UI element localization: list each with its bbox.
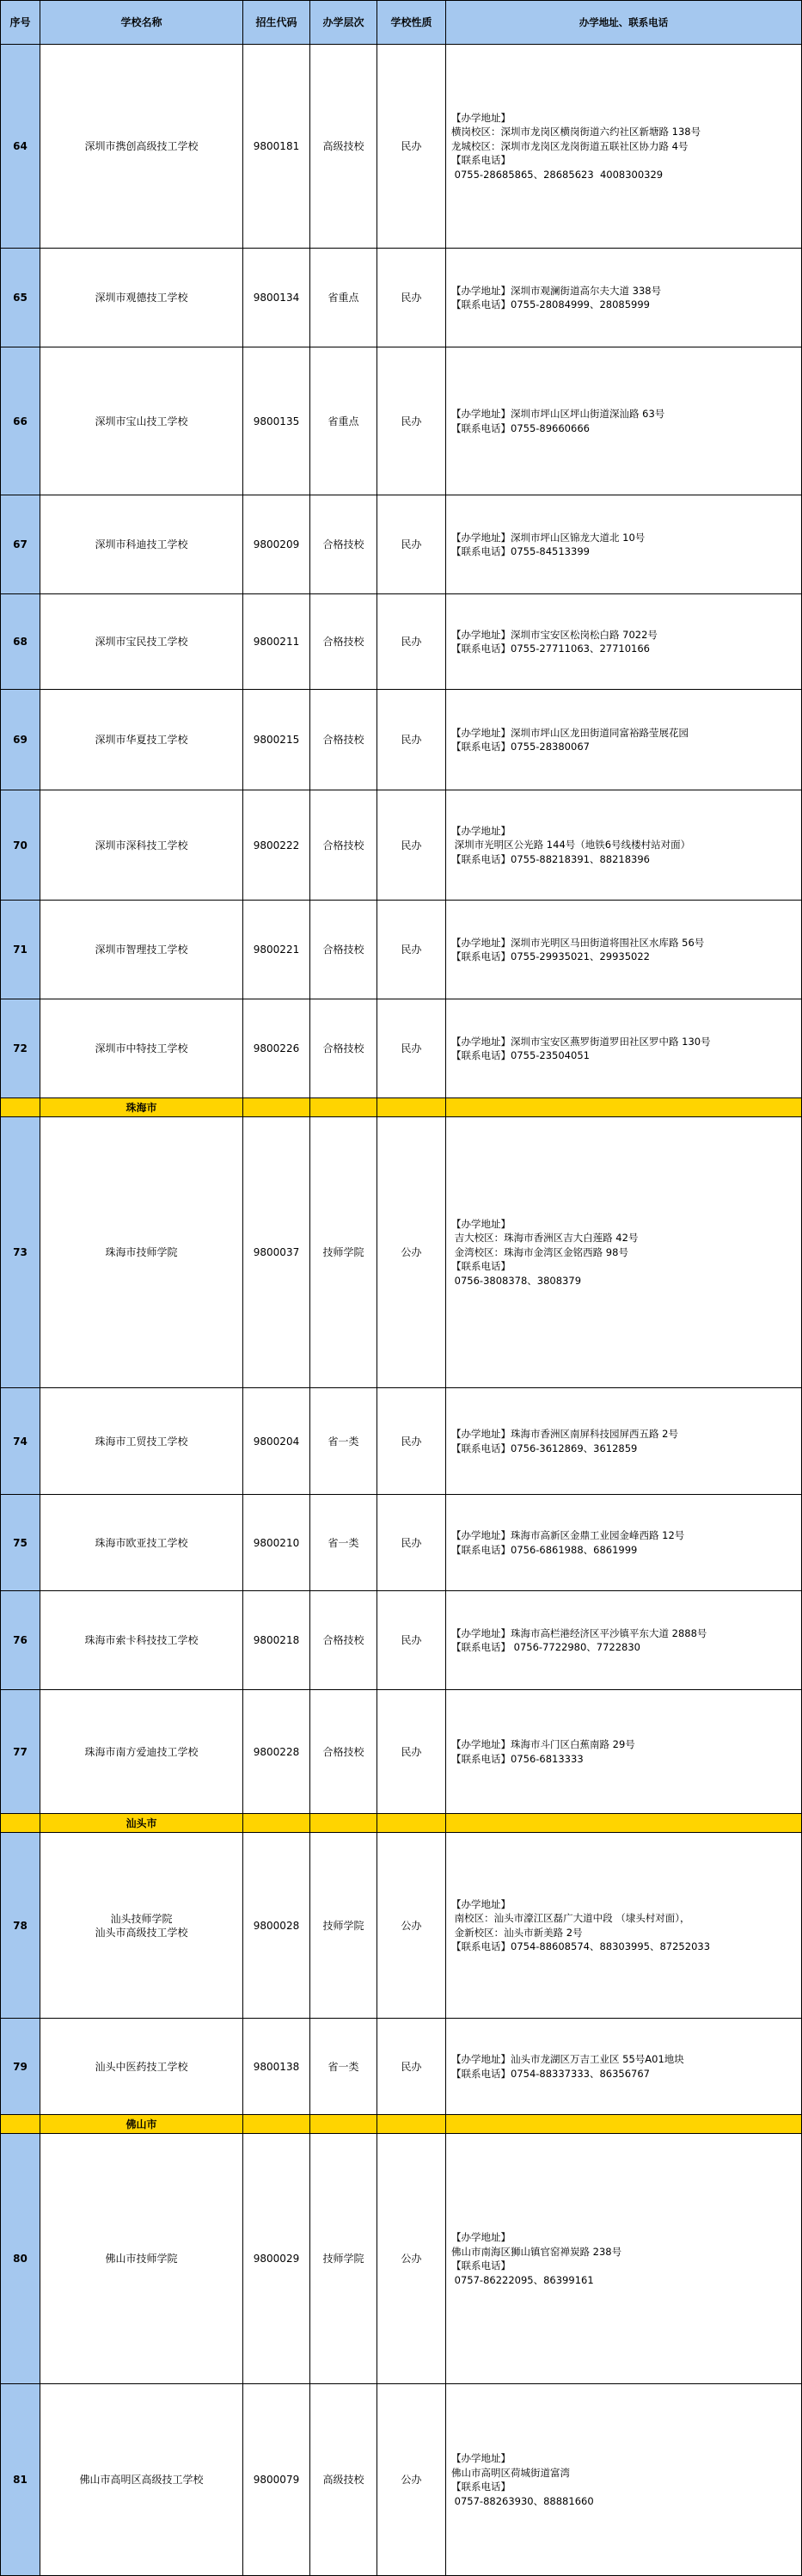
- school-nature: 民办: [377, 1591, 446, 1690]
- school-level: 省一类: [310, 1388, 377, 1495]
- address-phone: 【办学地址】珠海市高新区金鼎工业园金峰西路 12号 【联系电话】0756-6861988、6861999: [446, 1495, 802, 1591]
- address-phone: 【办学地址】深圳市光明区马田街道将围社区水库路 56号 【联系电话】0755-29935021、29935022: [446, 901, 802, 999]
- row-number: 65: [0, 249, 40, 347]
- school-nature: 民办: [377, 249, 446, 347]
- school-name: 汕头技师学院 汕头市高级技工学校: [40, 1833, 243, 2019]
- address-phone: 【办学地址】深圳市坪山区锦龙大道北 10号 【联系电话】0755-84513399: [446, 495, 802, 594]
- city-name: 佛山市: [40, 2115, 243, 2134]
- school-level: 合格技校: [310, 690, 377, 790]
- school-nature: [377, 1814, 446, 1833]
- row-number: 76: [0, 1591, 40, 1690]
- row-number: 77: [0, 1690, 40, 1814]
- school-nature: 民办: [377, 347, 446, 495]
- address-phone: 【办学地址】 横岗校区：深圳市龙岗区横岗街道六约社区新塘路 138号 龙城校区：深圳市龙岗区龙岗街道五联社区协力路 4号 【联系电话】 0755-28685865、28685623 4008300329: [446, 45, 802, 249]
- school-name: 深圳市华夏技工学校: [40, 690, 243, 790]
- enroll-code: 9800181: [243, 45, 310, 249]
- enroll-code: 9800138: [243, 2019, 310, 2115]
- address-phone: 【办学地址】珠海市斗门区白蕉南路 29号 【联系电话】0756-6813333: [446, 1690, 802, 1814]
- table-row: [0, 1495, 802, 1591]
- school-level: [310, 2115, 377, 2134]
- city-name: 珠海市: [40, 1098, 243, 1117]
- school-name: 深圳市宝山技工学校: [40, 347, 243, 495]
- row-number: 73: [0, 1117, 40, 1388]
- address-phone: 【办学地址】珠海市高栏港经济区平沙镇平东大道 2888号 【联系电话】 0756-7722980、7722830: [446, 1591, 802, 1690]
- school-name: 汕头中医药技工学校: [40, 2019, 243, 2115]
- enroll-code: 9800222: [243, 790, 310, 901]
- address-phone: 【办学地址】珠海市香洲区南屏科技园屏西五路 2号 【联系电话】0756-3612869、3612859: [446, 1388, 802, 1495]
- school-name: 深圳市观德技工学校: [40, 249, 243, 347]
- row-number: 78: [0, 1833, 40, 2019]
- school-name: 珠海市索卡科技技工学校: [40, 1591, 243, 1690]
- city-section-row: [0, 1098, 802, 1117]
- school-name: 深圳市宝民技工学校: [40, 594, 243, 690]
- table-row: [0, 2384, 802, 2576]
- header-name: 学校名称: [40, 0, 243, 45]
- enroll-code: 9800228: [243, 1690, 310, 1814]
- city-name: 汕头市: [40, 1814, 243, 1833]
- row-number: 74: [0, 1388, 40, 1495]
- enroll-code: 9800211: [243, 594, 310, 690]
- school-nature: 民办: [377, 1690, 446, 1814]
- table-row: [0, 1690, 802, 1814]
- row-number: 68: [0, 594, 40, 690]
- school-name: 佛山市高明区高级技工学校: [40, 2384, 243, 2576]
- table-row: [0, 45, 802, 249]
- school-name: 深圳市中特技工学校: [40, 999, 243, 1098]
- school-nature: [377, 1098, 446, 1117]
- row-number: [0, 1814, 40, 1833]
- row-number: 70: [0, 790, 40, 901]
- school-level: 技师学院: [310, 1117, 377, 1388]
- table-row: [0, 2134, 802, 2384]
- school-level: 省一类: [310, 2019, 377, 2115]
- school-nature: 公办: [377, 2134, 446, 2384]
- header-nature: 学校性质: [377, 0, 446, 45]
- school-level: 合格技校: [310, 1591, 377, 1690]
- table-row: [0, 1388, 802, 1495]
- school-nature: 民办: [377, 2019, 446, 2115]
- school-level: 技师学院: [310, 1833, 377, 2019]
- city-section-row: [0, 1814, 802, 1833]
- school-level: 合格技校: [310, 999, 377, 1098]
- enroll-code: [243, 1814, 310, 1833]
- school-nature: 公办: [377, 1833, 446, 2019]
- row-number: 81: [0, 2384, 40, 2576]
- table-row: [0, 901, 802, 999]
- school-nature: 民办: [377, 594, 446, 690]
- school-name: 深圳市深科技工学校: [40, 790, 243, 901]
- enroll-code: 9800215: [243, 690, 310, 790]
- school-level: [310, 1098, 377, 1117]
- row-number: 67: [0, 495, 40, 594]
- school-level: 省重点: [310, 347, 377, 495]
- enroll-code: 9800221: [243, 901, 310, 999]
- header-code: 招生代码: [243, 0, 310, 45]
- school-level: 合格技校: [310, 495, 377, 594]
- address-phone: 【办学地址】汕头市龙湖区万吉工业区 55号A01地块 【联系电话】0754-88337333、86356767: [446, 2019, 802, 2115]
- row-number: 79: [0, 2019, 40, 2115]
- school-name: 深圳市智理技工学校: [40, 901, 243, 999]
- school-nature: 公办: [377, 2384, 446, 2576]
- table-row: [0, 2019, 802, 2115]
- school-level: 省一类: [310, 1495, 377, 1591]
- enroll-code: 9800218: [243, 1591, 310, 1690]
- row-number: [0, 1098, 40, 1117]
- enroll-code: 9800037: [243, 1117, 310, 1388]
- row-number: 75: [0, 1495, 40, 1591]
- school-name: 深圳市携创高级技工学校: [40, 45, 243, 249]
- school-level: [310, 1814, 377, 1833]
- school-level: 合格技校: [310, 790, 377, 901]
- school-level: 合格技校: [310, 1690, 377, 1814]
- school-level: 高级技校: [310, 45, 377, 249]
- address-phone: 【办学地址】 深圳市光明区公光路 144号（地铁6号线楼村站对面） 【联系电话】0755-88218391、88218396: [446, 790, 802, 901]
- enroll-code: 9800209: [243, 495, 310, 594]
- table-row: [0, 495, 802, 594]
- address-phone: [446, 1098, 802, 1117]
- enroll-code: [243, 2115, 310, 2134]
- school-name: 佛山市技师学院: [40, 2134, 243, 2384]
- table-row: [0, 594, 802, 690]
- school-name: 珠海市工贸技工学校: [40, 1388, 243, 1495]
- enroll-code: 9800210: [243, 1495, 310, 1591]
- table-row: [0, 790, 802, 901]
- address-phone: 【办学地址】 吉大校区：珠海市香洲区吉大白莲路 42号 金湾校区：珠海市金湾区金铭西路 98号 【联系电话】 0756-3808378、3808379: [446, 1117, 802, 1388]
- enroll-code: 9800028: [243, 1833, 310, 2019]
- school-nature: 民办: [377, 45, 446, 249]
- table-row: [0, 1591, 802, 1690]
- enroll-code: 9800204: [243, 1388, 310, 1495]
- row-number: [0, 2115, 40, 2134]
- city-section-row: [0, 2115, 802, 2134]
- school-level: 合格技校: [310, 901, 377, 999]
- address-phone: [446, 1814, 802, 1833]
- school-level: 省重点: [310, 249, 377, 347]
- school-name: 珠海市南方爱迪技工学校: [40, 1690, 243, 1814]
- address-phone: [446, 2115, 802, 2134]
- enroll-code: 9800134: [243, 249, 310, 347]
- school-nature: 民办: [377, 1388, 446, 1495]
- address-phone: 【办学地址】 南校区：汕头市濠江区磊广大道中段 （埭头村对面）， 金新校区：汕头市新美路 2号 【联系电话】0754-88608574、88303995、87252033: [446, 1833, 802, 2019]
- header-level: 办学层次: [310, 0, 377, 45]
- school-nature: 民办: [377, 999, 446, 1098]
- school-nature: 民办: [377, 790, 446, 901]
- table-row: [0, 1117, 802, 1388]
- school-nature: 民办: [377, 901, 446, 999]
- address-phone: 【办学地址】 佛山市高明区荷城街道富湾 【联系电话】 0757-88263930、88881660: [446, 2384, 802, 2576]
- address-phone: 【办学地址】深圳市宝安区松岗松白路 7022号 【联系电话】0755-27711063、27710166: [446, 594, 802, 690]
- address-phone: 【办学地址】 佛山市南海区狮山镇官窑禅炭路 238号 【联系电话】 0757-86222095、86399161: [446, 2134, 802, 2384]
- enroll-code: 9800029: [243, 2134, 310, 2384]
- address-phone: 【办学地址】深圳市观澜街道高尔夫大道 338号 【联系电话】0755-28084999、28085999: [446, 249, 802, 347]
- school-nature: 公办: [377, 1117, 446, 1388]
- school-nature: 民办: [377, 690, 446, 790]
- enroll-code: 9800079: [243, 2384, 310, 2576]
- school-nature: [377, 2115, 446, 2134]
- school-nature: 民办: [377, 1495, 446, 1591]
- school-name: 珠海市欧亚技工学校: [40, 1495, 243, 1591]
- row-number: 80: [0, 2134, 40, 2384]
- address-phone: 【办学地址】深圳市宝安区燕罗街道罗田社区罗中路 130号 【联系电话】0755-23504051: [446, 999, 802, 1098]
- row-number: 66: [0, 347, 40, 495]
- enroll-code: 9800135: [243, 347, 310, 495]
- address-phone: 【办学地址】深圳市坪山区龙田街道同富裕路莹展花园 【联系电话】0755-28380067: [446, 690, 802, 790]
- table-row: [0, 347, 802, 495]
- enroll-code: 9800226: [243, 999, 310, 1098]
- school-name: 珠海市技师学院: [40, 1117, 243, 1388]
- school-level: 技师学院: [310, 2134, 377, 2384]
- row-number: 64: [0, 45, 40, 249]
- row-number: 72: [0, 999, 40, 1098]
- school-nature: 民办: [377, 495, 446, 594]
- address-phone: 【办学地址】深圳市坪山区坪山街道深汕路 63号 【联系电话】0755-89660666: [446, 347, 802, 495]
- school-name: 深圳市科迪技工学校: [40, 495, 243, 594]
- table-row: [0, 1833, 802, 2019]
- header-no: 序号: [0, 0, 40, 45]
- table-row: [0, 999, 802, 1098]
- school-level: 高级技校: [310, 2384, 377, 2576]
- table-header: [0, 0, 802, 45]
- school-level: 合格技校: [310, 594, 377, 690]
- row-number: 69: [0, 690, 40, 790]
- table-row: [0, 690, 802, 790]
- header-info: 办学地址、联系电话: [446, 0, 802, 45]
- enroll-code: [243, 1098, 310, 1117]
- table-row: [0, 249, 802, 347]
- row-number: 71: [0, 901, 40, 999]
